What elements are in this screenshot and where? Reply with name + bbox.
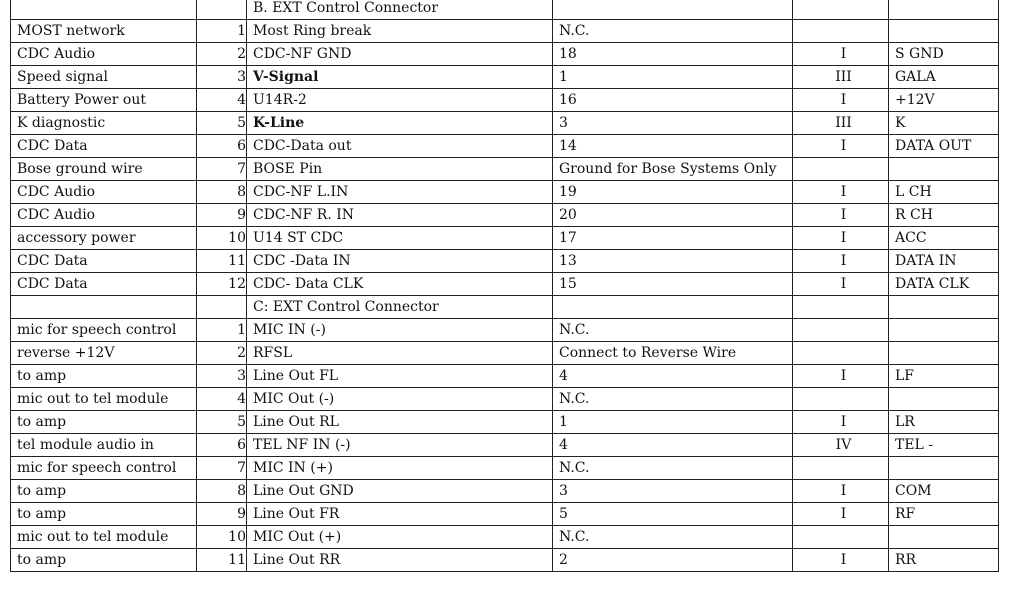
- function-cell: CDC Data: [11, 250, 197, 273]
- pin-number-cell: 10: [197, 227, 247, 250]
- function-cell: K diagnostic: [11, 112, 197, 135]
- connection-cell: 3: [553, 480, 793, 503]
- pinout-table-body: [11, 0, 999, 572]
- class-cell: I: [793, 227, 889, 250]
- label-cell: L CH: [889, 181, 999, 204]
- class-cell: I: [793, 549, 889, 572]
- function-cell: CDC Audio: [11, 43, 197, 66]
- class-cell: [793, 158, 889, 181]
- function-cell: MOST network: [11, 20, 197, 43]
- function-cell: accessory power: [11, 227, 197, 250]
- class-cell: I: [793, 411, 889, 434]
- connection-cell: 19: [553, 181, 793, 204]
- function-cell: to amp: [11, 365, 197, 388]
- connection-cell: 20: [553, 204, 793, 227]
- signal-name-cell: CDC-NF GND: [247, 43, 553, 66]
- class-cell: I: [793, 89, 889, 112]
- signal-name-cell: Most Ring break: [247, 20, 553, 43]
- blank-cell: [197, 0, 247, 20]
- function-cell: CDC Audio: [11, 204, 197, 227]
- label-cell: [889, 158, 999, 181]
- signal-name-cell: MIC IN (-): [247, 319, 553, 342]
- table-row: [11, 388, 999, 411]
- signal-name-cell: TEL NF IN (-): [247, 434, 553, 457]
- function-cell: Battery Power out: [11, 89, 197, 112]
- label-cell: [889, 319, 999, 342]
- table-row: [11, 89, 999, 112]
- signal-name-cell: V-Signal: [247, 66, 553, 89]
- function-cell: CDC Audio: [11, 181, 197, 204]
- connection-cell: 13: [553, 250, 793, 273]
- signal-name-cell: BOSE Pin: [247, 158, 553, 181]
- connection-cell: Ground for Bose Systems Only: [553, 158, 793, 181]
- blank-cell: [553, 0, 793, 20]
- signal-name-cell: Line Out FL: [247, 365, 553, 388]
- table-row: [11, 158, 999, 181]
- function-cell: to amp: [11, 411, 197, 434]
- section-title: B. EXT Control Connector: [247, 0, 553, 20]
- connection-cell: 3: [553, 112, 793, 135]
- signal-name-cell: Line Out RL: [247, 411, 553, 434]
- connection-cell: N.C.: [553, 388, 793, 411]
- label-cell: ACC: [889, 227, 999, 250]
- class-cell: III: [793, 112, 889, 135]
- signal-name-cell: MIC IN (+): [247, 457, 553, 480]
- pin-number-cell: 12: [197, 273, 247, 296]
- table-row: [11, 526, 999, 549]
- blank-cell: [793, 0, 889, 20]
- connection-cell: N.C.: [553, 526, 793, 549]
- table-row: [11, 273, 999, 296]
- table-row: [11, 480, 999, 503]
- signal-name-cell: U14R-2: [247, 89, 553, 112]
- blank-cell: [197, 296, 247, 319]
- section-header-row: [11, 0, 999, 20]
- class-cell: III: [793, 66, 889, 89]
- connection-cell: 1: [553, 411, 793, 434]
- pin-number-cell: 11: [197, 250, 247, 273]
- blank-cell: [11, 0, 197, 20]
- label-cell: LF: [889, 365, 999, 388]
- table-row: [11, 66, 999, 89]
- function-cell: to amp: [11, 480, 197, 503]
- class-cell: I: [793, 181, 889, 204]
- function-cell: to amp: [11, 549, 197, 572]
- table-row: [11, 181, 999, 204]
- connection-cell: 1: [553, 66, 793, 89]
- class-cell: [793, 342, 889, 365]
- connection-cell: 2: [553, 549, 793, 572]
- signal-name-cell: CDC-Data out: [247, 135, 553, 158]
- connection-cell: 14: [553, 135, 793, 158]
- function-cell: mic for speech control: [11, 457, 197, 480]
- function-cell: tel module audio in: [11, 434, 197, 457]
- signal-name-cell: Line Out RR: [247, 549, 553, 572]
- connection-cell: N.C.: [553, 20, 793, 43]
- table-row: [11, 365, 999, 388]
- pin-number-cell: 5: [197, 112, 247, 135]
- class-cell: [793, 20, 889, 43]
- pin-number-cell: 8: [197, 480, 247, 503]
- label-cell: LR: [889, 411, 999, 434]
- pinout-table: [10, 0, 999, 572]
- label-cell: [889, 342, 999, 365]
- label-cell: TEL -: [889, 434, 999, 457]
- pin-number-cell: 4: [197, 89, 247, 112]
- section-header-row: [11, 296, 999, 319]
- label-cell: [889, 20, 999, 43]
- function-cell: Speed signal: [11, 66, 197, 89]
- pin-number-cell: 1: [197, 20, 247, 43]
- label-cell: [889, 526, 999, 549]
- pin-number-cell: 5: [197, 411, 247, 434]
- signal-name-cell: CDC-NF L.IN: [247, 181, 553, 204]
- blank-cell: [889, 0, 999, 20]
- signal-name-cell: K-Line: [247, 112, 553, 135]
- signal-name-cell: CDC-NF R. IN: [247, 204, 553, 227]
- signal-name-cell: CDC -Data IN: [247, 250, 553, 273]
- connection-cell: 18: [553, 43, 793, 66]
- table-row: [11, 503, 999, 526]
- pin-number-cell: 7: [197, 158, 247, 181]
- signal-name-cell: MIC Out (-): [247, 388, 553, 411]
- table-row: [11, 457, 999, 480]
- signal-name-cell: MIC Out (+): [247, 526, 553, 549]
- function-cell: mic out to tel module: [11, 388, 197, 411]
- label-cell: RF: [889, 503, 999, 526]
- class-cell: [793, 388, 889, 411]
- label-cell: DATA OUT: [889, 135, 999, 158]
- table-row: [11, 411, 999, 434]
- class-cell: I: [793, 273, 889, 296]
- blank-cell: [793, 296, 889, 319]
- function-cell: CDC Data: [11, 273, 197, 296]
- pin-number-cell: 6: [197, 434, 247, 457]
- pin-number-cell: 2: [197, 43, 247, 66]
- function-cell: CDC Data: [11, 135, 197, 158]
- class-cell: I: [793, 365, 889, 388]
- connection-cell: 4: [553, 434, 793, 457]
- connection-cell: 17: [553, 227, 793, 250]
- label-cell: DATA CLK: [889, 273, 999, 296]
- signal-name-cell: Line Out GND: [247, 480, 553, 503]
- section-title: C: EXT Control Connector: [247, 296, 553, 319]
- class-cell: I: [793, 43, 889, 66]
- table-row: [11, 112, 999, 135]
- pin-number-cell: 10: [197, 526, 247, 549]
- label-cell: R CH: [889, 204, 999, 227]
- signal-name-cell: U14 ST CDC: [247, 227, 553, 250]
- label-cell: GALA: [889, 66, 999, 89]
- table-row: [11, 319, 999, 342]
- connection-cell: 16: [553, 89, 793, 112]
- blank-cell: [553, 296, 793, 319]
- function-cell: mic for speech control: [11, 319, 197, 342]
- label-cell: K: [889, 112, 999, 135]
- table-row: [11, 43, 999, 66]
- signal-name-cell: CDC- Data CLK: [247, 273, 553, 296]
- table-row: [11, 227, 999, 250]
- function-cell: mic out to tel module: [11, 526, 197, 549]
- class-cell: I: [793, 135, 889, 158]
- table-row: [11, 204, 999, 227]
- signal-name-cell: Line Out FR: [247, 503, 553, 526]
- label-cell: S GND: [889, 43, 999, 66]
- pin-number-cell: 6: [197, 135, 247, 158]
- connection-cell: N.C.: [553, 319, 793, 342]
- pin-number-cell: 1: [197, 319, 247, 342]
- label-cell: +12V: [889, 89, 999, 112]
- class-cell: I: [793, 480, 889, 503]
- function-cell: Bose ground wire: [11, 158, 197, 181]
- label-cell: DATA IN: [889, 250, 999, 273]
- table-row: [11, 434, 999, 457]
- pin-number-cell: 9: [197, 204, 247, 227]
- blank-cell: [889, 296, 999, 319]
- label-cell: RR: [889, 549, 999, 572]
- table-row: [11, 250, 999, 273]
- table-row: [11, 135, 999, 158]
- pin-number-cell: 2: [197, 342, 247, 365]
- connection-cell: 4: [553, 365, 793, 388]
- pin-number-cell: 3: [197, 66, 247, 89]
- class-cell: [793, 457, 889, 480]
- label-cell: [889, 457, 999, 480]
- table-row: [11, 20, 999, 43]
- function-cell: to amp: [11, 503, 197, 526]
- pin-number-cell: 3: [197, 365, 247, 388]
- class-cell: I: [793, 503, 889, 526]
- pin-number-cell: 11: [197, 549, 247, 572]
- connection-cell: 15: [553, 273, 793, 296]
- connection-cell: Connect to Reverse Wire: [553, 342, 793, 365]
- class-cell: I: [793, 204, 889, 227]
- class-cell: I: [793, 250, 889, 273]
- signal-name-cell: RFSL: [247, 342, 553, 365]
- label-cell: COM: [889, 480, 999, 503]
- pin-number-cell: 7: [197, 457, 247, 480]
- class-cell: [793, 526, 889, 549]
- label-cell: [889, 388, 999, 411]
- connection-cell: 5: [553, 503, 793, 526]
- table-row: [11, 549, 999, 572]
- table-row: [11, 342, 999, 365]
- class-cell: IV: [793, 434, 889, 457]
- blank-cell: [11, 296, 197, 319]
- pin-number-cell: 4: [197, 388, 247, 411]
- function-cell: reverse +12V: [11, 342, 197, 365]
- pin-number-cell: 9: [197, 503, 247, 526]
- pin-number-cell: 8: [197, 181, 247, 204]
- class-cell: [793, 319, 889, 342]
- connection-cell: N.C.: [553, 457, 793, 480]
